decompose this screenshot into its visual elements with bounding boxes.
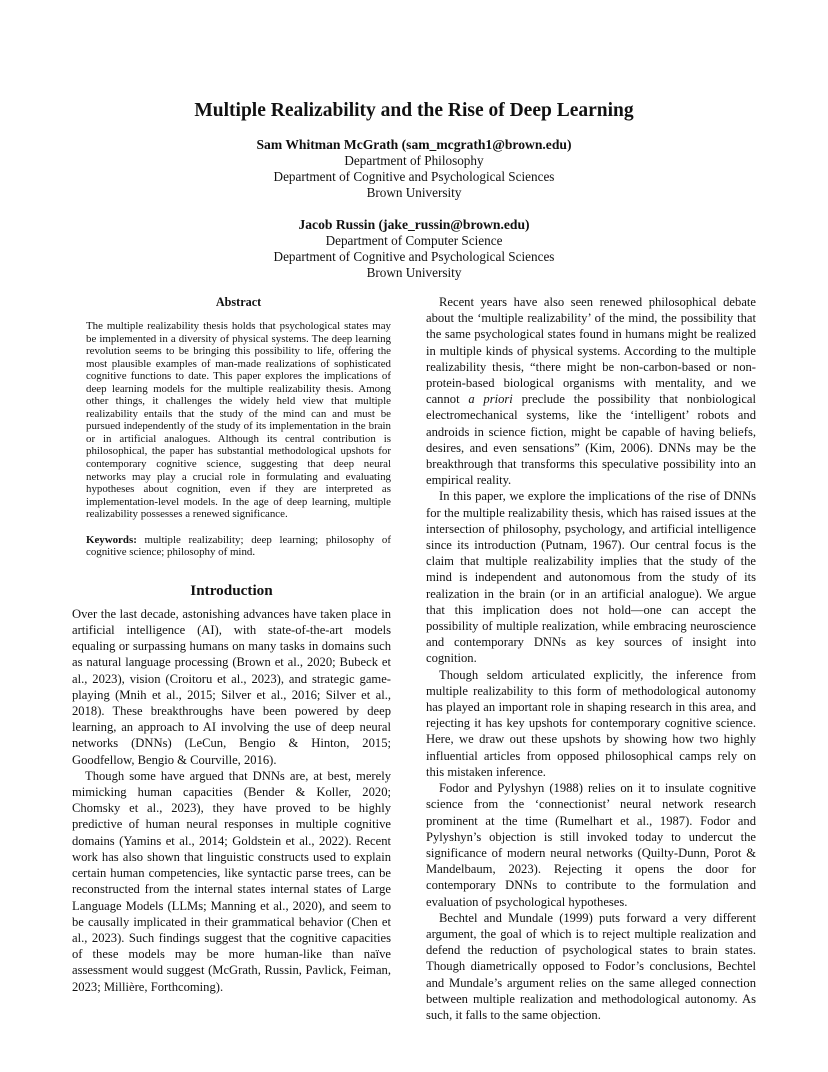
author-block-1 xyxy=(0,137,828,201)
abstract-heading: Abstract xyxy=(215,295,262,309)
keywords xyxy=(86,534,391,559)
intro-paragraph-1: Over the last decade, astonishing advances have taken place in artificial intelligence (AI), with state-of-the-art models equaling or surpassing humans on many tasks in domains such as natural language processing (Brown et al., 2020; Bubeck et al., 2023), vision (Croitoru et al., 2023), and strategic game-playing (Mnih et al., 2015; Silver et al., 2016; Silver et al., 2018). These breakthroughs have been powered by deep learning, an approach to AI involving the use of deep neural networks (DNNs) (LeCun, Bengio & Hinton, 2015; Goodfellow, Bengio & Courville, 2016). xyxy=(72,606,391,767)
right-paragraph-4: Fodor and Pylyshyn (1988) relies on it to insulate cognitive science from the ‘connectionist’ neural network research prominent at the time (Rumelhart et al., 1987). Fodor and Pylyshyn’s objection is still invoked today to undercut the significance of modern neural networks (Quilty-Dunn, Porot & Mandelbaum, 2023). Rejecting it opens the door for contemporary DNNs to contribute to the formulation and evaluation of psychological hypotheses. xyxy=(426,781,756,909)
right-column xyxy=(426,294,756,1023)
left-column xyxy=(72,294,391,995)
right-paragraph-2: In this paper, we explore the implications of the rise of DNNs for the multiple realizability thesis, which has raised issues at the intersection of philosophy, psychology, and artificial intelligence since its introduction (Putnam, 1967). Our central focus is the claim that multiple realizability implies that the study of the mind is independent and autonomous from the study of its realization in the brain (or in an artificial analogue). We argue that this implication does not hold—one can accept the possibility of multiple realization, while embracing neuroscience and contemporary DNNs as key sources of insight into cognition. xyxy=(426,489,756,666)
author-affiliation: Department of Computer Science xyxy=(325,233,503,248)
author-affiliation: Brown University xyxy=(366,185,462,200)
keywords-label: Keywords: xyxy=(86,533,137,546)
right-paragraph-3: Though seldom articulated explicitly, the inference from multiple realizability to this form of methodological autonomy has played an important role in shaping research in this area, and rejecting it has key upshots for contemporary cognitive science. Here, we draw out these upshots by showing how two highly influential articles from opposed philosophical camps rely on this mistaken inference. xyxy=(426,667,756,779)
paper-title: Multiple Realizability and the Rise of Deep Learning xyxy=(194,100,634,121)
keywords-text: multiple realizability; deep learning; philosophy of cognitive science; philosophy of mind. xyxy=(86,533,391,559)
intro-paragraph-2: Though some have argued that DNNs are, at best, merely mimicking human capacities (Bender & Koller, 2020; Chomsky et al., 2023), they have proved to be highly predictive of human neural responses in multiple cognitive domains (Yamins et al., 2014; Goldstein et al., 2022). Recent work has also shown that linguistic constructs used to explain certain human competencies, like syntactic parse trees, can be reconstructed from the internal states internal states of Large Language Models (LLMs; Manning et al., 2020), and seem to be causally implicated in their grammatical behavior (Chen et al., 2023). Such findings suggest that the cognitive capacities of these models may be more human-like than naïve assessment would suggest (McGrath, Russin, Pavlick, Feiman, 2023; Millière, Forthcoming). xyxy=(72,768,391,994)
author-block-2 xyxy=(0,217,828,281)
author-affiliation: Department of Cognitive and Psychological Sciences xyxy=(273,249,555,264)
author-affiliation: Department of Cognitive and Psychological Sciences xyxy=(273,169,555,184)
author-affiliation: Department of Philosophy xyxy=(344,153,484,168)
section-heading-introduction: Introduction xyxy=(190,581,273,599)
right-paragraph-5: Bechtel and Mundale (1999) puts forward a very different argument, the goal of which is to reject multiple realization and defend the reduction of psychological states to brain states. Though diametrically opposed to Fodor’s conclusions, Bechtel and Mundale’s argument relies on the same alleged connection between multiple realization and methodological autonomy. As such, it falls to the same objection. xyxy=(426,910,756,1022)
author-affiliation: Brown University xyxy=(366,265,462,280)
right-paragraph-1 xyxy=(426,294,756,488)
paragraph-text: Recent years have also seen renewed philosophical debate about the ‘multiple realizability’ of the mind, the possibility that the same psychological states found in humans might be realized in multiple kinds of physical systems. According to the multiple realizability thesis, “there might be non-carbon-based or non-protein-based biological organisms with mentality, and we cannot xyxy=(426,295,756,407)
italic-phrase: a priori xyxy=(468,392,513,407)
abstract-text: The multiple realizability thesis holds that psychological states may be implemented in a diversity of physical systems. The deep learning revolution seems to be bringing this possibility to life, offering the most plausible examples of man-made realizations of sophisticated cognitive functions to date. This paper explores the implications of deep learning models for the multiple realizability thesis. Among other things, it challenges the widely held view that multiple realizability entails that the study of the mind can and must be pursued independently of the study of its implementation in the brain or in artificial analogues. Although its central contribution is philosophical, the paper has substantial methodological upshots for contemporary cognitive science, suggesting that deep neural networks may play a crucial role in formulating and evaluating hypotheses about cognition, even if they are interpreted as implementation-level models. In the age of deep learning, multiple realizability possesses a renewed significance. xyxy=(86,320,391,521)
author-name: Jacob Russin (jake_russin@brown.edu) xyxy=(298,217,530,232)
author-name: Sam Whitman McGrath (sam_mcgrath1@brown.edu) xyxy=(256,137,572,152)
paragraph-text: preclude the possibility that nonbiological electromechanical systems, like the ‘intelligent’ robots and androids in science fiction, might be capable of having beliefs, desires, and even sensations” (Kim, 2006). DNNs may be the breakthrough that transforms this speculative possibility into an empirical reality. xyxy=(426,392,757,488)
